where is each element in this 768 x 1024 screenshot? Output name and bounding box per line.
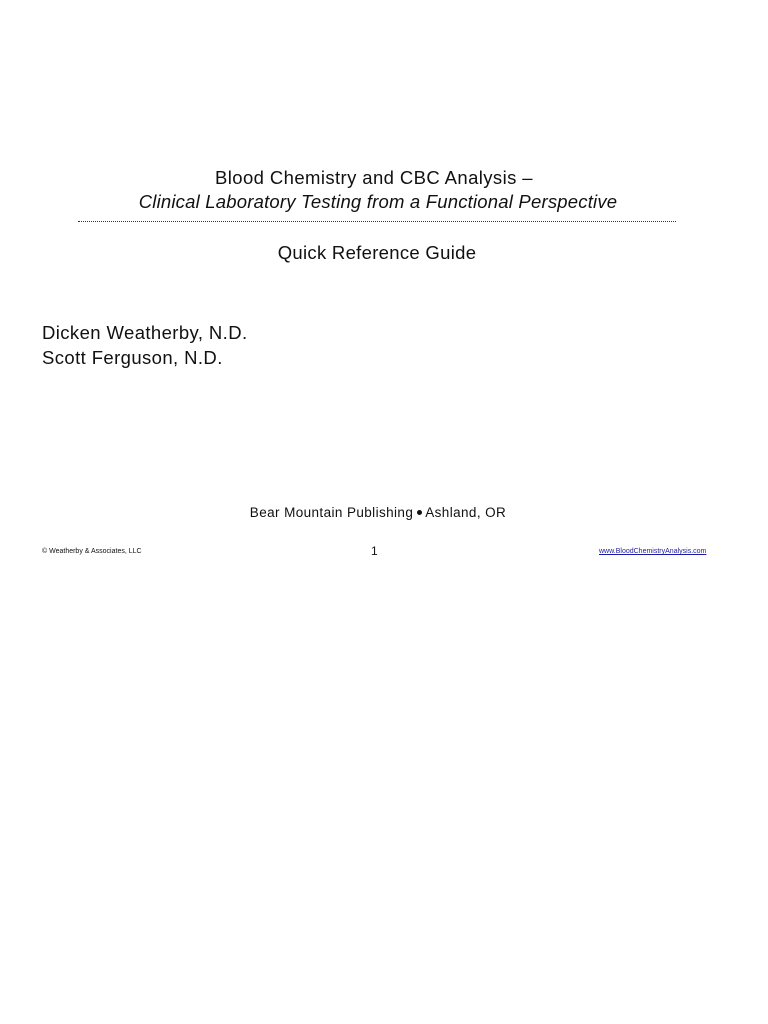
document-subtitle: Quick Reference Guide	[277, 242, 477, 263]
author-name: Dicken Weatherby, N.D.	[42, 322, 248, 343]
author-name: Scott Ferguson, N.D.	[42, 347, 223, 368]
publisher-location: Ashland, OR	[425, 505, 507, 520]
publisher-line	[0, 505, 756, 520]
author-list	[42, 320, 248, 370]
page-number: 1	[371, 544, 378, 558]
footer-website-link[interactable]: www.BloodChemistryAnalysis.com	[599, 548, 707, 555]
document-title: Blood Chemistry and CBC Analysis –	[215, 167, 533, 188]
publisher-name: Bear Mountain Publishing	[249, 505, 414, 520]
dotted-divider	[78, 221, 676, 222]
document-title-italic: Clinical Laboratory Testing from a Functional Perspective	[138, 191, 618, 212]
footer-copyright: © Weatherby & Associates, LLC	[42, 548, 142, 555]
bullet-separator-icon	[417, 510, 422, 515]
